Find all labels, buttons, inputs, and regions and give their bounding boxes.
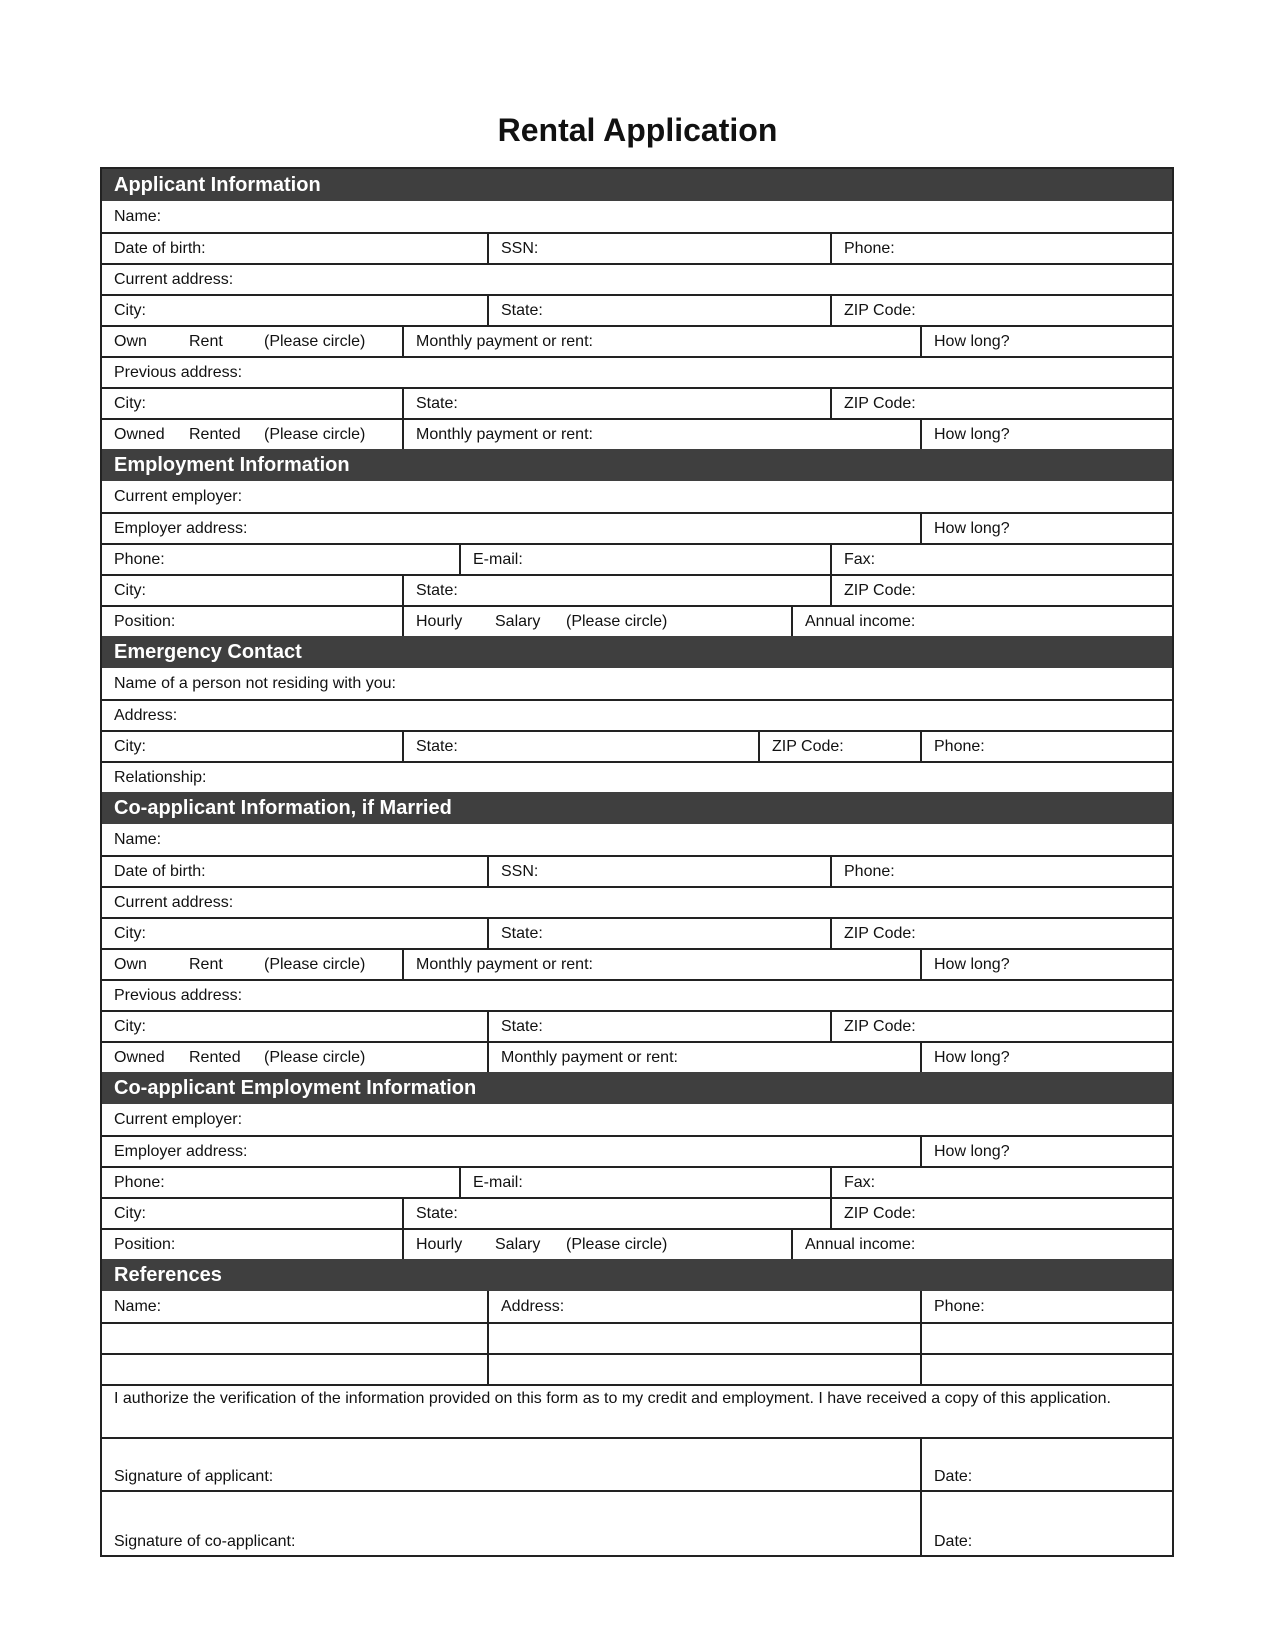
section-coapplicant-header: Co-applicant Information, if Married: [102, 792, 1172, 824]
coapplicant-prev-state-field[interactable]: [487, 1010, 830, 1041]
applicant-prev-monthly-field[interactable]: [402, 418, 920, 449]
coapplicant-ssn-field[interactable]: [487, 855, 830, 886]
own-option[interactable]: Own: [114, 955, 147, 973]
coapplicant-signature-field[interactable]: [102, 1490, 920, 1555]
applicant-phone-field[interactable]: [830, 232, 1172, 263]
coapplicant-state-field[interactable]: [487, 917, 830, 948]
reference-2-phone-field[interactable]: [920, 1353, 1172, 1384]
annual-income-label: Annual income:: [805, 1235, 916, 1253]
please-circle-note: (Please circle): [264, 1048, 366, 1066]
phone-label: Phone:: [114, 1173, 165, 1191]
coapplicant-prev-city-field[interactable]: [102, 1010, 487, 1041]
applicant-own-rent-field[interactable]: [102, 325, 402, 356]
emergency-state-field[interactable]: [402, 730, 758, 761]
how-long-label: How long?: [934, 519, 1010, 537]
employer-address-field[interactable]: [102, 512, 920, 543]
city-label: City:: [114, 924, 146, 942]
hourly-option[interactable]: Hourly: [416, 1235, 463, 1253]
employer-how-long-field[interactable]: [920, 512, 1172, 543]
date-label: Date:: [934, 1533, 973, 1550]
email-label: E-mail:: [473, 550, 523, 568]
applicant-prev-how-long-field[interactable]: [920, 418, 1172, 449]
monthly-label: Monthly payment or rent:: [416, 332, 593, 350]
reference-1-name-field[interactable]: [102, 1322, 487, 1353]
previous-address-label: Previous address:: [114, 986, 243, 1004]
co-employer-zip-field[interactable]: [830, 1197, 1172, 1228]
state-label: State:: [416, 581, 458, 599]
coapplicant-date-field[interactable]: [920, 1490, 1172, 1555]
employer-address-label: Employer address:: [114, 1142, 248, 1160]
monthly-label: Monthly payment or rent:: [416, 955, 593, 973]
authorization-text: I authorize the verification of the information provided on this form as to my credit and employment. I have received a copy of this application.: [114, 1390, 1111, 1407]
how-long-label: How long?: [934, 1142, 1010, 1160]
state-label: State:: [501, 924, 543, 942]
applicant-prev-city-field[interactable]: [102, 387, 402, 418]
fax-label: Fax:: [844, 1173, 876, 1191]
position-field[interactable]: [102, 605, 402, 636]
phone-label: Phone:: [114, 550, 165, 568]
zip-label: ZIP Code:: [844, 301, 916, 319]
phone-label: Phone:: [844, 862, 895, 880]
emergency-phone-field[interactable]: [920, 730, 1172, 761]
applicant-current-address-field[interactable]: [102, 263, 1172, 294]
annual-income-label: Annual income:: [805, 612, 916, 630]
reference-name-header: [102, 1291, 487, 1322]
employer-fax-field[interactable]: [830, 543, 1172, 574]
page-title: Rental Application: [497, 112, 778, 148]
applicant-dob-field[interactable]: [102, 232, 487, 263]
previous-address-label: Previous address:: [114, 363, 243, 381]
current-employer-field[interactable]: [102, 481, 1172, 512]
co-employer-phone-field[interactable]: [102, 1166, 459, 1197]
employer-address-label: Employer address:: [114, 519, 248, 537]
relationship-label: Relationship:: [114, 768, 207, 786]
zip-label: ZIP Code:: [844, 1017, 916, 1035]
zip-label: ZIP Code:: [844, 924, 916, 942]
address-label: Address:: [501, 1297, 565, 1315]
monthly-label: Monthly payment or rent:: [416, 425, 593, 443]
employer-city-field[interactable]: [102, 574, 402, 605]
coapplicant-owned-rented-field[interactable]: [102, 1041, 487, 1072]
email-label: E-mail:: [473, 1173, 523, 1191]
co-employer-fax-field[interactable]: [830, 1166, 1172, 1197]
state-label: State:: [501, 1017, 543, 1035]
name-label: Name:: [114, 830, 162, 848]
current-address-label: Current address:: [114, 893, 234, 911]
ssn-label: SSN:: [501, 862, 539, 880]
co-employer-state-field[interactable]: [402, 1197, 830, 1228]
city-label: City:: [114, 394, 146, 412]
ssn-label: SSN:: [501, 239, 539, 257]
co-employer-address-field[interactable]: [102, 1135, 920, 1166]
date-label: Date:: [934, 1468, 973, 1485]
city-label: City:: [114, 1017, 146, 1035]
co-employer-how-long-field[interactable]: [920, 1135, 1172, 1166]
state-label: State:: [416, 1204, 458, 1222]
co-employer-city-field[interactable]: [102, 1197, 402, 1228]
coapplicant-prev-zip-field[interactable]: [830, 1010, 1172, 1041]
state-label: State:: [501, 301, 543, 319]
person-not-residing-label: Name of a person not residing with you:: [114, 674, 396, 692]
section-coemployment-header: Co-applicant Employment Information: [102, 1072, 1172, 1104]
coapplicant-name-field[interactable]: [102, 824, 1172, 855]
co-position-field[interactable]: [102, 1228, 402, 1259]
signature-applicant-label: Signature of applicant:: [114, 1468, 274, 1485]
city-label: City:: [114, 737, 146, 755]
employer-state-field[interactable]: [402, 574, 830, 605]
reference-2-name-field[interactable]: [102, 1353, 487, 1384]
emergency-zip-field[interactable]: [758, 730, 920, 761]
salary-option[interactable]: Salary: [495, 1235, 541, 1253]
coapplicant-city-field[interactable]: [102, 917, 487, 948]
salary-option[interactable]: Salary: [495, 612, 541, 630]
section-references-header: References: [102, 1259, 1172, 1291]
phone-label: Phone:: [934, 1297, 985, 1315]
rented-option[interactable]: Rented: [189, 1048, 241, 1066]
please-circle-note: (Please circle): [566, 612, 668, 630]
owned-option[interactable]: Owned: [114, 425, 165, 443]
position-label: Position:: [114, 1235, 176, 1253]
zip-label: ZIP Code:: [844, 1204, 916, 1222]
applicant-state-field[interactable]: [487, 294, 830, 325]
coapplicant-how-long-field[interactable]: [920, 948, 1172, 979]
applicant-monthly-field[interactable]: [402, 325, 920, 356]
zip-label: ZIP Code:: [844, 581, 916, 599]
emergency-city-field[interactable]: [102, 730, 402, 761]
coapplicant-monthly-field[interactable]: [402, 948, 920, 979]
co-employer-email-field[interactable]: [459, 1166, 830, 1197]
applicant-zip-field[interactable]: [830, 294, 1172, 325]
owned-option[interactable]: Owned: [114, 1048, 165, 1066]
applicant-date-field[interactable]: [920, 1437, 1172, 1490]
applicant-owned-rented-field[interactable]: [102, 418, 402, 449]
dob-label: Date of birth:: [114, 862, 206, 880]
coapplicant-previous-address-field[interactable]: [102, 979, 1172, 1010]
fax-label: Fax:: [844, 550, 876, 568]
state-label: State:: [416, 737, 458, 755]
emergency-relationship-field[interactable]: [102, 761, 1172, 792]
reference-2-address-field[interactable]: [487, 1353, 920, 1384]
phone-label: Phone:: [934, 737, 985, 755]
name-label: Name:: [114, 207, 162, 225]
own-option[interactable]: Own: [114, 332, 147, 350]
coapplicant-phone-field[interactable]: [830, 855, 1172, 886]
section-applicant-header: Applicant Information: [102, 169, 1172, 201]
zip-label: ZIP Code:: [844, 394, 916, 412]
rental-application-form: [100, 167, 1174, 1557]
authorization-statement: [102, 1384, 1172, 1437]
hourly-option[interactable]: Hourly: [416, 612, 463, 630]
coapplicant-current-address-field[interactable]: [102, 886, 1172, 917]
applicant-city-field[interactable]: [102, 294, 487, 325]
section-employment-header: Employment Information: [102, 449, 1172, 481]
phone-label: Phone:: [844, 239, 895, 257]
reference-address-header: [487, 1291, 920, 1322]
coapplicant-prev-how-long-field[interactable]: [920, 1041, 1172, 1072]
co-pay-type-field[interactable]: [402, 1228, 791, 1259]
employer-phone-field[interactable]: [102, 543, 459, 574]
pay-type-field[interactable]: [402, 605, 791, 636]
rent-option[interactable]: Rent: [189, 332, 223, 350]
emergency-address-field[interactable]: [102, 699, 1172, 730]
reference-1-phone-field[interactable]: [920, 1322, 1172, 1353]
how-long-label: How long?: [934, 425, 1010, 443]
coapplicant-dob-field[interactable]: [102, 855, 487, 886]
employer-email-field[interactable]: [459, 543, 830, 574]
co-annual-income-field[interactable]: [791, 1228, 1172, 1259]
please-circle-note: (Please circle): [264, 955, 366, 973]
zip-label: ZIP Code:: [772, 737, 844, 755]
applicant-prev-zip-field[interactable]: [830, 387, 1172, 418]
address-label: Address:: [114, 706, 178, 724]
city-label: City:: [114, 301, 146, 319]
city-label: City:: [114, 581, 146, 599]
please-circle-note: (Please circle): [264, 332, 366, 350]
co-current-employer-field[interactable]: [102, 1104, 1172, 1135]
applicant-ssn-field[interactable]: [487, 232, 830, 263]
applicant-name-field[interactable]: [102, 201, 1172, 232]
section-emergency-header: Emergency Contact: [102, 636, 1172, 668]
dob-label: Date of birth:: [114, 239, 206, 257]
applicant-previous-address-field[interactable]: [102, 356, 1172, 387]
rented-option[interactable]: Rented: [189, 425, 241, 443]
emergency-name-field[interactable]: [102, 668, 1172, 699]
how-long-label: How long?: [934, 332, 1010, 350]
current-address-label: Current address:: [114, 270, 234, 288]
how-long-label: How long?: [934, 1048, 1010, 1066]
applicant-signature-field[interactable]: [102, 1437, 920, 1490]
reference-phone-header: [920, 1291, 1172, 1322]
monthly-label: Monthly payment or rent:: [501, 1048, 678, 1066]
position-label: Position:: [114, 612, 176, 630]
name-label: Name:: [114, 1297, 162, 1315]
employer-zip-field[interactable]: [830, 574, 1172, 605]
signature-coapplicant-label: Signature of co-applicant:: [114, 1533, 296, 1550]
coapplicant-prev-monthly-field[interactable]: [487, 1041, 920, 1072]
applicant-prev-state-field[interactable]: [402, 387, 830, 418]
please-circle-note: (Please circle): [566, 1235, 668, 1253]
current-employer-label: Current employer:: [114, 1110, 243, 1128]
current-employer-label: Current employer:: [114, 487, 243, 505]
please-circle-note: (Please circle): [264, 425, 366, 443]
reference-1-address-field[interactable]: [487, 1322, 920, 1353]
coapplicant-zip-field[interactable]: [830, 917, 1172, 948]
how-long-label: How long?: [934, 955, 1010, 973]
city-label: City:: [114, 1204, 146, 1222]
rent-option[interactable]: Rent: [189, 955, 223, 973]
coapplicant-own-rent-field[interactable]: [102, 948, 402, 979]
applicant-how-long-field[interactable]: [920, 325, 1172, 356]
state-label: State:: [416, 394, 458, 412]
annual-income-field[interactable]: [791, 605, 1172, 636]
